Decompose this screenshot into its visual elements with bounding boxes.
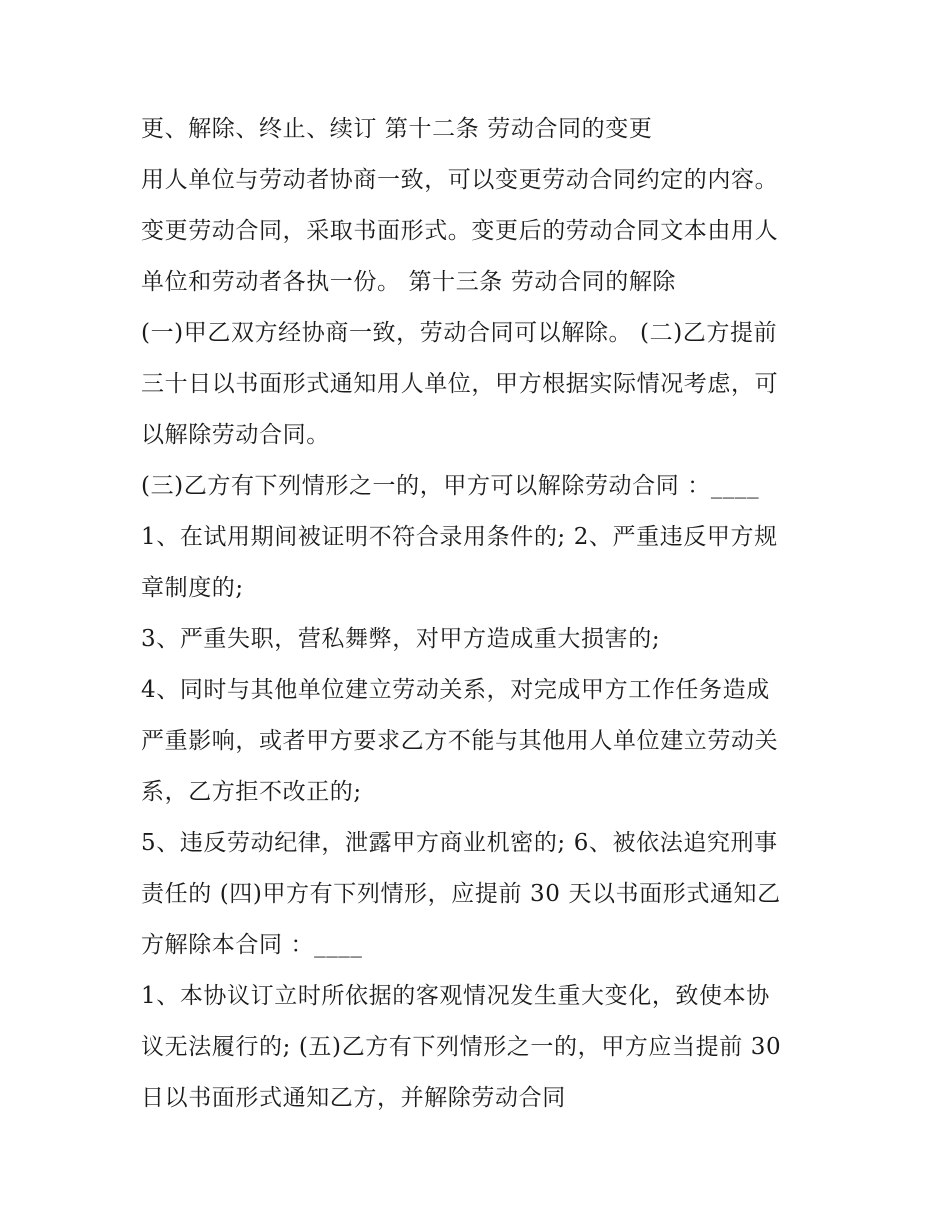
text-line-1: 更、解除、终止、续订 第十二条 劳动合同的变更 <box>141 116 653 142</box>
text-line-12: 4、同时与其他单位建立劳动关系，对完成甲方工作任务造成 <box>141 677 770 703</box>
text-line-4: 单位和劳动者各执一份。 第十三条 劳动合同的解除 <box>141 269 677 295</box>
text-line-13: 严重影响，或者甲方要求乙方不能与其他用人单位建立劳动关 <box>141 728 779 754</box>
text-line-18: 1、本协议订立时所依据的客观情况发生重大变化，致使本协 <box>141 983 770 1009</box>
text-line-17: 方解除本合同 ：____ <box>141 932 363 958</box>
text-line-8: (三)乙方有下列情形之一的，甲方可以解除劳动合同 ：____ <box>141 473 760 499</box>
document-body <box>141 108 831 1128</box>
text-line-5: (一)甲乙双方经协商一致，劳动合同可以解除。 (二)乙方提前 <box>141 320 778 346</box>
text-line-9: 1、在试用期间被证明不符合录用条件的; 2、严重违反甲方规 <box>141 524 778 550</box>
text-line-10: 章制度的; <box>141 575 244 601</box>
text-line-15: 5、违反劳动纪律，泄露甲方商业机密的; 6、被依法追究刑事 <box>141 830 778 856</box>
text-line-20: 日以书面形式通知乙方，并解除劳动合同 <box>141 1085 566 1111</box>
text-line-16: 责任的 (四)甲方有下列情形，应提前 30 天以书面形式通知乙 <box>141 881 781 907</box>
text-line-19: 议无法履行的; (五)乙方有下列情形之一的，甲方应当提前 30 <box>141 1034 782 1060</box>
text-line-3: 变更劳动合同，采取书面形式。变更后的劳动合同文本由用人 <box>141 218 779 244</box>
text-line-7: 以解除劳动合同。 <box>141 422 330 448</box>
text-line-6: 三十日以书面形式通知用人单位，甲方根据实际情况考虑，可 <box>141 371 779 397</box>
text-line-2: 用人单位与劳动者协商一致，可以变更劳动合同约定的内容。 <box>141 167 779 193</box>
text-line-11: 3、严重失职，营私舞弊，对甲方造成重大损害的; <box>141 626 661 652</box>
text-line-14: 系，乙方拒不改正的; <box>141 779 362 805</box>
